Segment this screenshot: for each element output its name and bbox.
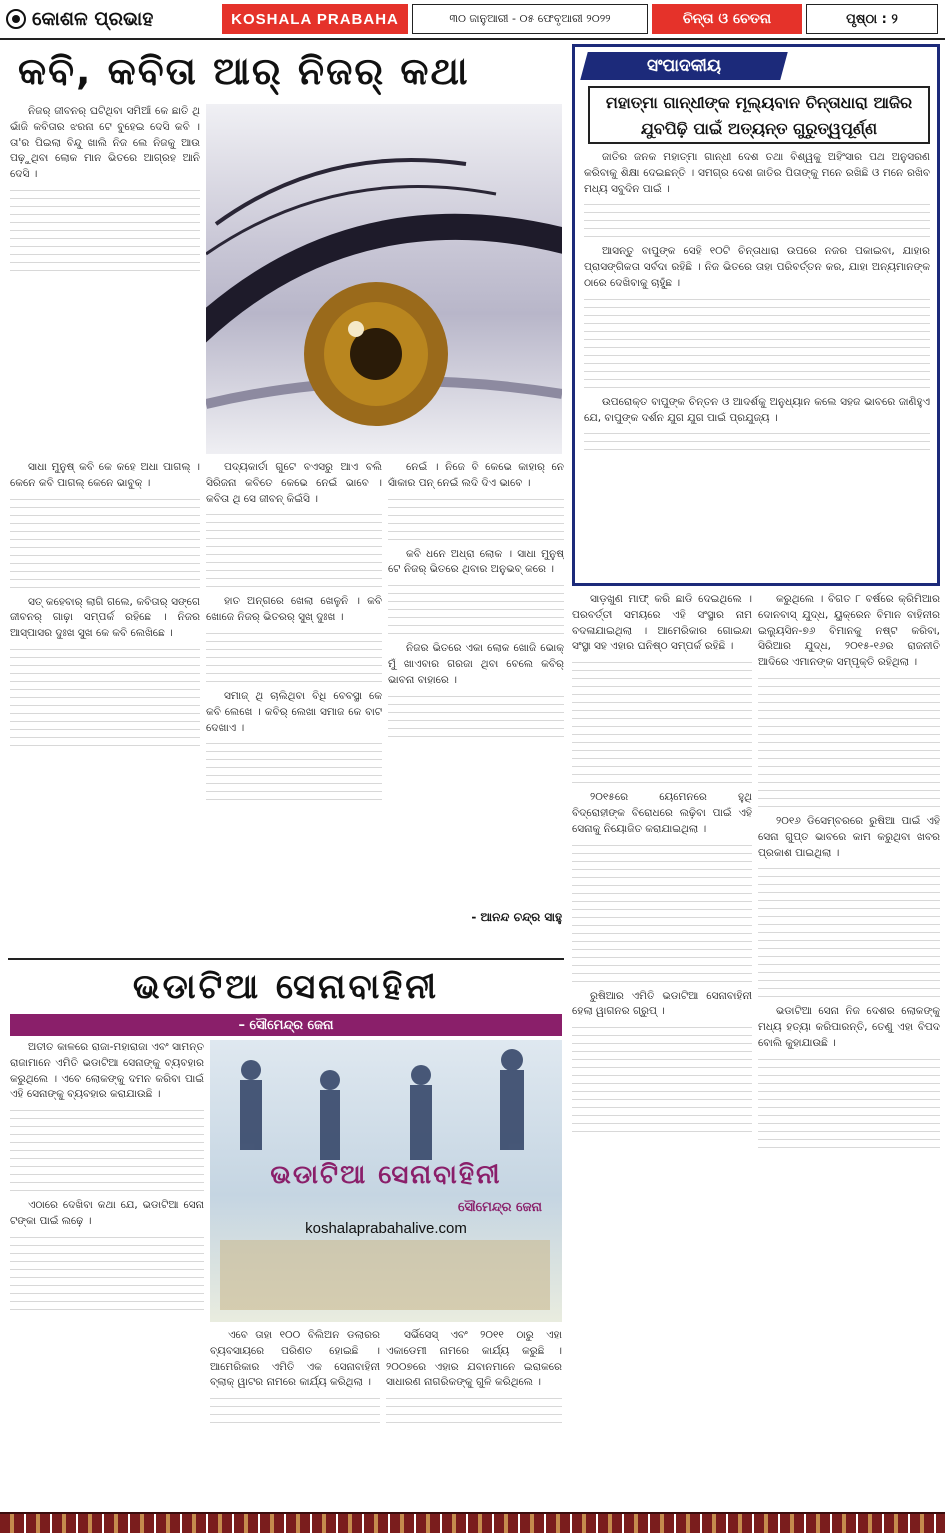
eye-icon (206, 104, 562, 454)
logo-emblem-icon (6, 9, 26, 29)
section-title: ଚିନ୍ତା ଓ ଚେତନା (652, 4, 802, 34)
paragraph: କବି ଧନେ ଅଧ୍ରା ଲୋକ । ସାଧା ମୁନୁଷ୍ ଟେ ନିଜର୍ ଭିତରେ ଥିବାର ଅନୁଭବ୍ କରେ । (388, 547, 564, 576)
text-lines (10, 1237, 204, 1310)
paragraph: ଏବେ ତାହା ୧୦୦ ବିଲିଅନ ଡଲାରର ବ୍ୟବସାୟରେ ପରିଣତ ହୋଇଛି । ଆମେରିକାର ଏମିତି ଏକ ସେନାବାହିନୀ ବ୍ଲାକ୍ ୱାଟର ନାମରେ କାର୍ଯ୍ୟ କରିଥିଲା । (210, 1329, 380, 1389)
army-illustration (210, 1040, 562, 1322)
army-article-byline: – ସୌମେନ୍ଦ୍ର ଜେନା (10, 1014, 562, 1036)
text-lines (572, 662, 752, 783)
paragraph: ନିଜର୍ ଜୀବନର୍ ଘଟିଥିବା ସମିଆଁ କେ ଛାତି ଥି ଭାଁଜି କବିତାର ଝରନା ଟେ ବୁହେଇ ଦେସି କବି । ତା'ର ପିଇଲା ବିନ୍ଦୁ ଖାଲି ନିଜ ଲେ ନିଜକୁ ଆଉ ପଢ଼ୁଥିବା ଲୋକ ମାନ ଭିତରେ ଆଗ୍ରହ ଆନି ଦେସି । (10, 105, 200, 181)
army-article-col-r2 (572, 592, 752, 1508)
editorial-body (584, 150, 930, 580)
army-image-byline: ସୌମେନ୍ଦ୍ର ଜେନା (458, 1200, 542, 1215)
paragraph: ଭଡାଟିଆ ସେନା ନିଜ ଦେଶର ଲୋକଙ୍କୁ ମଧ୍ୟ ହତ୍ୟା କରିପାରନ୍ତି, ତେଣୁ ଏହା ବିପଦ ବୋଲି କୁହାଯାଉଛି । (758, 1005, 940, 1049)
text-lines (758, 868, 940, 997)
paragraph: ସାଧା ମୁନୁଷ୍ କବି କେ କହେ ଅଧା ପାଗଲ୍ । କେନେ କବି ପାଗଲ୍ କେନେ ଭାବୁକ୍ । (10, 461, 200, 489)
paragraph: ସତ୍ କହେବାର୍ ଲାଗି ଗଲେ, କବିତାର୍ ସଙ୍ଗେ ଜୀବନର୍ ଗାଢ଼ା ସମ୍ପର୍କ ରହିଛେ । ନିଜର ଆସ୍ପାସର ଦୁଃଖ ସୁଖ କେ କବି ଲେଖିଛେ । (10, 595, 200, 640)
text-lines (584, 299, 930, 388)
editorial-headline: ମହାତ୍ମା ଗାନ୍ଧୀଙ୍କ ମୂଲ୍ୟବାନ ଚିନ୍ତାଧାରା ଆଜିର ଯୁବପିଢ଼ି ପାଇଁ ଅତ୍ୟନ୍ତ ଗୁରୁତ୍ୱପୂର୍ଣ୍ଣ (588, 86, 930, 144)
text-lines (386, 1398, 562, 1423)
text-lines (10, 190, 200, 271)
paragraph: ସର୍ଭିସେସ୍ ଏବଂ ୨୦୧୧ ଠାରୁ ଏହା ଏକାଡେମୀ ନାମରେ କାର୍ଯ୍ୟ କରୁଛି । ୨୦୦୭ରେ ଏହାର ଯବାନମାନେ ଇରାକରେ ସାଧାରଣ ନାଗରିକଙ୍କୁ ଗୁଳି କରିଥିଲେ । (386, 1329, 562, 1389)
eye-illustration (206, 104, 562, 454)
paragraph: ହାତ ଅନ୍ଗରେ ଖେଲା ଖେଳୁନି । କବି ଖୋଜେ ନିଜର୍ ଭିତରର୍ ସୁଖ୍ ଦୁଃଖ । (206, 595, 382, 624)
website-url: koshalaprabahalive.com (305, 1220, 467, 1237)
paragraph: ନିଜର ଭିତରେ ଏକା ଲୋକ ଖୋଜି ଭୋକ୍ ମୁଁ ଖାଏବାର ଗରଜା ଥିବା ବେଲେ କବିର୍ ଭାବନା ବାହାରେ । (388, 642, 564, 686)
paragraph: ଜାତିର ଜନକ ମହାତ୍ମା ଗାନ୍ଧୀ ଦେଶ ତଥା ବିଶ୍ୱକୁ ଅହିଂସାର ପଥ ଅନୁସରଣ କରିବାକୁ ଶିକ୍ଷା ଦେଇଛନ୍ତି । ସମଗ୍ର ଦେଶ ଜାତିର ପିତାଙ୍କୁ ମନେ ରଖିଛି ଓ ମନେ ରଖିବ ମଧ୍ୟ ସବୁଦିନ ପାଇଁ । (584, 151, 930, 195)
paragraph: ପଦ୍ୟକାର୍ତା ଗୁଟେ ବଏସରୁ ଆଏ ବଲି ସିରିଜନା କବିତେ କେଭେ ନେଇଁ ଭାବେ । କବିତା ଥି ସେ ଜୀବନ୍ କିଇଁସି । (206, 461, 382, 505)
paragraph: ୨୦୧୫ରେ ୟେମେନରେ ହୁଥି ବିଦ୍ରୋହୀଙ୍କ ବିରୋଧରେ ଲଢ଼ିବା ପାଇଁ ଏହି ସେନାକୁ ନିୟୋଜିତ କରାଯାଇଥିଲା । (572, 791, 752, 835)
poem-article-headline: କବି, କବିତା ଆର୍ ନିଜର୍ କଥା (18, 49, 470, 93)
army-article-headline: ଭଡାଟିଆ ସେନାବାହିନୀ (132, 967, 440, 1007)
text-lines (388, 696, 564, 737)
paragraph: ରୁଷିଆର ଏମିତି ଭଡାଟିଆ ସେନାବାହିନୀ ହେଲା ୱାଗନର ଗ୍ରୁପ୍ । (572, 989, 752, 1018)
text-lines (758, 1059, 940, 1148)
paper-name-english: KOSHALA PRABAHA (222, 4, 408, 34)
text-lines (758, 678, 940, 807)
text-lines (388, 499, 564, 540)
text-lines (10, 499, 200, 588)
army-article-col-r3 (758, 592, 940, 1508)
paragraph: ଆସନ୍ତୁ ବାପୁଙ୍କ ସେହି ୧୦ଟି ଚିନ୍ତାଧାରା ଉପରେ ନଜର ପକାଇବା, ଯାହାର ପ୍ରାସଙ୍ଗିକତା ସର୍ବଦା ରହିଛି । ନିଜ ଭିତରେ ତାହା ପରିବର୍ତ୍ତନ କର, ଯାହା ଅନ୍ୟମାନଙ୍କ ଠାରେ ଦେଖିବାକୁ ଚାହୁଁଛ । (584, 245, 930, 289)
text-lines (206, 633, 382, 682)
text-lines (10, 1110, 204, 1191)
paper-logo (0, 0, 222, 38)
army-article-col-r1 (386, 1328, 562, 1508)
text-lines (206, 743, 382, 800)
paragraph: ଏଠାରେ ଦେଖିବା କଥା ଯେ, ଭଡାଟିଆ ସେନା ଟଙ୍କା ପାଇଁ ଲଢ଼େ । (10, 1199, 204, 1227)
paragraph: ସମାଜ୍ ଥି ଚାଲିଥିବା ବିଧି ବେବସ୍ଥା କେ କବି ଲେଖେ । କବିର୍ ଲେଖା ସମାଜ କେ ବାଟ ଦେଖାଏ । (206, 689, 382, 734)
text-lines (572, 1027, 752, 1132)
poem-article-col3 (388, 460, 564, 900)
text-lines (388, 585, 564, 634)
text-lines (572, 845, 752, 982)
editorial-tag (580, 52, 788, 80)
poem-article-credit: - ଆନନ୍ଦ ଚନ୍ଦ୍ର ସାହୁ (471, 910, 562, 924)
text-lines (10, 649, 200, 746)
paragraph: କରୁଥିଲେ । ବିଗତ ୮ ବର୍ଷରେ କ୍ରିମିଆର ଦୋନବାସ୍ ଯୁଦ୍ଧ, ୟୁକ୍ରେନ ବିମାନ ବାହିନୀର ଇଲ୍ୟୁସିନ-୭୬ ବିମାନକୁ ନଷ୍ଟ କରିବା, ସିରିଆର ଯୁଦ୍ଧ, ୨୦୧୫-୧୬ର ରାଜନୀତି ଆଦିରେ ଏମାନଙ୍କ ସମ୍ପୃକ୍ତି ରହିଥିଲା । (758, 593, 940, 669)
paragraph: ନେଇଁ । ନିଜେ ବି କେଭେ କାହାର୍ ନେ ସାଁକାର ପନ୍ ନେଇଁ ଲଦି ଦିଏ ଭାବେ । (388, 461, 564, 489)
army-article-col-left (10, 1040, 204, 1508)
decorative-footer-border (0, 1512, 945, 1533)
poem-article-col2 (206, 460, 382, 952)
paragraph: ୨୦୧୬ ଡିସେମ୍ବରରେ ରୁଷିଆ ପାଇଁ ଏହି ସେନା ଗୁପ୍ତ ଭାବରେ କାମ କରୁଥିବା ଖବର ପ୍ରକାଶ ପାଇଥିଲା । (758, 814, 940, 859)
poem-article-col1-top (10, 104, 200, 454)
text-lines (584, 433, 930, 450)
paragraph: ଅତୀତ କାଳରେ ରାଜା-ମହାରାଜା ଏବଂ ସାମନ୍ତ ରାଜାମାନେ ଏମିତି ଭଡାଟିଆ ସେନାଙ୍କୁ ବ୍ୟବହାର କରୁଥିଲେ । ଏବେ ଲୋକଙ୍କୁ ଦମନ କରିବା ପାଇଁ ଏହି ସେନାଙ୍କୁ ବ୍ୟବହାର କରାଯାଉଛି । (10, 1041, 204, 1101)
masthead (0, 0, 945, 40)
page-number: ପୃଷ୍ଠା : ୨ (806, 4, 938, 34)
text-lines (210, 1398, 380, 1423)
editorial-tag-label: ସଂପାଦକୀୟ (646, 56, 722, 76)
text-lines (206, 514, 382, 587)
paragraph: ଉପରୋକ୍ତ ବାପୁଙ୍କ ଚିନ୍ତନ ଓ ଆଦର୍ଶକୁ ଅନୁଧ୍ୟାନ କଲେ ସହଜ ଭାବରେ ଜାଣିହୁଏ ଯେ, ବାପୁଙ୍କ ଦର୍ଶନ ଯୁଗ ଯୁଗ ପାଇଁ ପ୍ରଯୁଜ୍ୟ । (584, 395, 930, 424)
paper-name: କୋଶଳ ପ୍ରଭାହ (32, 8, 154, 30)
poem-article-col1-bottom (10, 460, 200, 952)
text-lines (584, 204, 930, 237)
paragraph: ସାଡ଼ଖୁଣ ମାଫ୍ କରି ଛାଡି ଦେଇଥିଲେ । ପରବର୍ତ୍ତୀ ସମୟରେ ଏହି ସଂସ୍ଥାର ନାମ ବଦଳାଯାଇଥିଲା । ଆମେରିକାର ଗୋଇନ୍ଦା ସଂସ୍ଥା ସହ ଏହାର ଘନିଷ୍ଠ ସମ୍ପର୍କ ରହିଛି । (572, 593, 752, 653)
army-article-col-mid (210, 1328, 380, 1508)
issue-date: ୩୦ ଜାନୁଆରୀ - ୦୫ ଫେବୃଆରୀ ୨୦୨୨ (412, 4, 648, 34)
army-image-title: ଭଡାଟିଆ ସେନାବାହିନୀ (270, 1160, 502, 1190)
section-divider (8, 958, 564, 960)
